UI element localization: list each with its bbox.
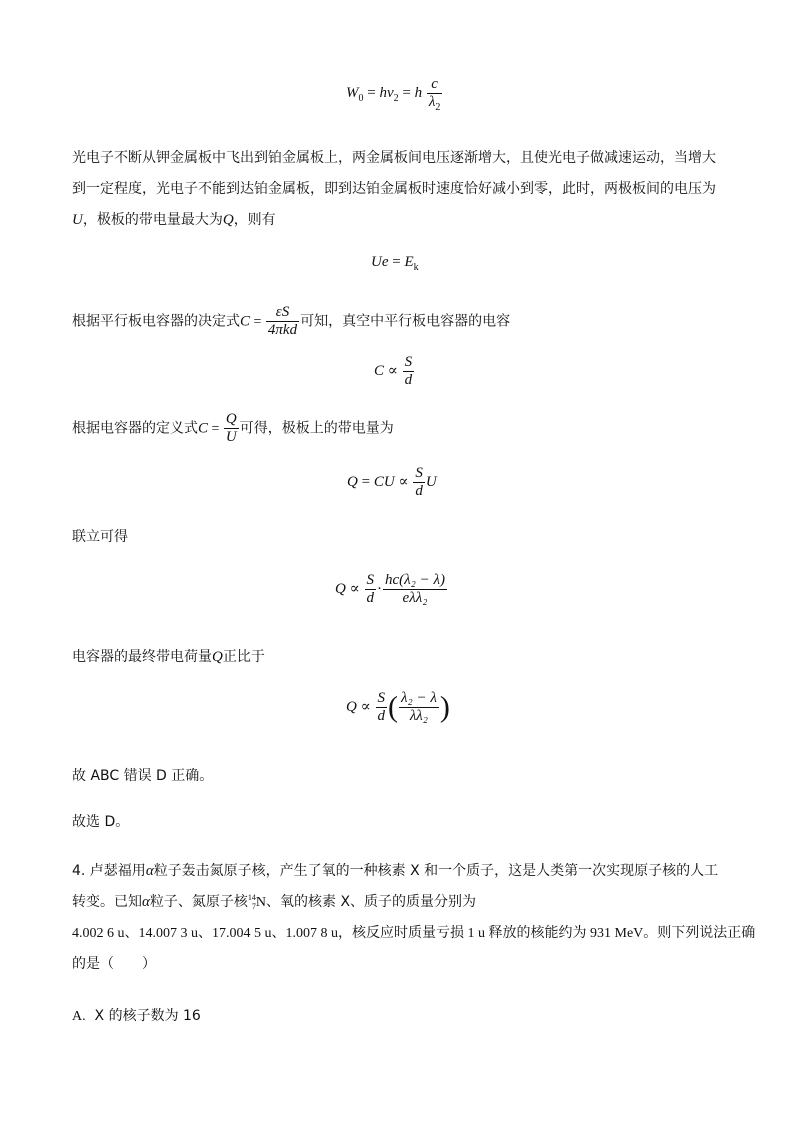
option-a: A. X 的核子数为 16 [72,1008,201,1024]
paragraph-final-charge: 电容器的最终带电荷量Q正比于 [72,649,265,665]
paragraph-conclusion: 故 ABC 错误 D 正确。 [72,768,214,784]
equation-c-prop: C ∝ $\frac{S}{d}$ [374,354,413,388]
paragraph-combine: 联立可得 [72,529,128,545]
equation-q-combined: Q ∝ $\frac{S}{d}$ · $\frac{\text{hc(λ₂ − λ)}}{\text{eλλ₂}}$ [335,572,445,606]
paragraph-answer: 故选 D。 [72,814,130,830]
equation-q-cu: Q = CU ∝ $\frac{S}{d}$ U [347,465,437,499]
paragraph-photoelectron: 光电子不断从钾金属板中飞出到铂金属板上，两金属板间电压逐渐增大，且使光电子做减速运动，当增大 到一定程度，光电子不能到达铂金属板，即到达铂金属板时速度恰好减小到零，此时，两极板间的电压为 U，极板的带电量最大为Q，则有 [72,150,716,228]
equation-work-function: $W_0 = h\nu_2 = h$ $\frac{c}{\lambda_2}$ [346,76,441,113]
equation-ue-ek: $Ue = E_k$ [371,254,419,273]
question-4: 4. 卢瑟福用α粒子轰击氮原子核，产生了氧的一种核素 X 和一个质子，这是人类第一次实现原子核的人工 转变。已知α粒子、氮原子核 14 7 N、氧的核素 X、质子的质量分别为 4.002 6 u、14.007 3 u、17.004 5 u、1.007 8 u，核反应时质量亏损 1 u 释放的核能约为 931 MeV。则下列说法正确 的是（ ） [72,863,756,972]
equation-q-final: Q ∝ $\frac{S}{d}$ ( $\frac{\text{λ₂ − λ}}{\text{λλ₂}}$ ) [346,690,450,724]
paragraph-capacitor-formula: 根据平行板电容器的决定式C = $\frac{\varepsilon S}{\text{4πkd}}$ 可知，真空中平行板电容器的电容 [72,304,511,338]
paragraph-capacitor-definition: 根据电容器的定义式C = $\frac{Q}{U}$ 可得，极板上的带电量为 [72,411,394,445]
